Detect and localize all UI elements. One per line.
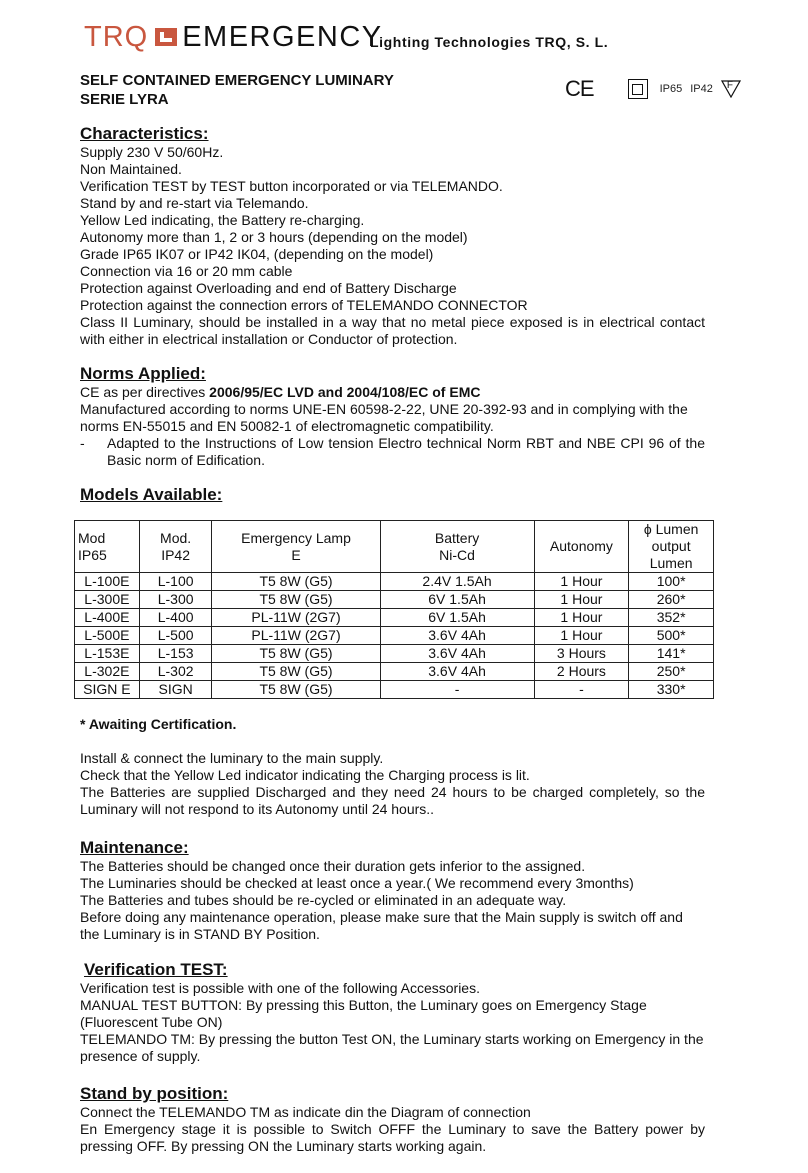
column-header-text: Battery Ni-Cd — [434, 529, 480, 563]
table-row — [75, 591, 714, 609]
char-line: Protection against Overloading and end of Battery Discharge — [80, 280, 457, 296]
maintenance-line: The Luminaries should be checked at least once a year.( We recommend every 3months) — [80, 875, 634, 891]
table-cell: T5 8W (G5) — [212, 645, 380, 663]
characteristics-heading: Characteristics: — [80, 124, 209, 143]
char-line: Verification TEST by TEST button incorporated or via TELEMANDO. — [80, 178, 503, 194]
table-cell: 100* — [629, 573, 714, 591]
install-line-2: Check that the Yellow Led indicator indicating the Charging process is lit. — [80, 767, 530, 783]
verification-section — [80, 960, 705, 1065]
table-cell: L-300E — [75, 591, 140, 609]
table-row — [75, 645, 714, 663]
table-cell: T5 8W (G5) — [212, 681, 380, 699]
install-section — [80, 750, 705, 818]
table-cell: - — [380, 681, 534, 699]
table-cell: 3.6V 4Ah — [380, 627, 534, 645]
table-cell: L-300 — [139, 591, 212, 609]
table-cell: 260* — [629, 591, 714, 609]
table-cell: L-302E — [75, 663, 140, 681]
table-cell: L-153 — [139, 645, 212, 663]
table-row — [75, 627, 714, 645]
char-line: Non Maintained. — [80, 161, 182, 177]
maintenance-section — [80, 838, 705, 943]
f-mark-icon: F — [721, 80, 741, 98]
table-cell: T5 8W (G5) — [212, 591, 380, 609]
logo-mark-icon — [155, 26, 177, 48]
standby-line-1: Connect the TELEMANDO TM as indicate din the Diagram of connection — [80, 1104, 531, 1120]
table-cell: 1 Hour — [534, 573, 629, 591]
models-heading: Models Available: — [80, 485, 223, 504]
norms-bullet — [80, 435, 705, 469]
column-header-text: Mod. IP42 — [160, 529, 192, 563]
maintenance-line: The Batteries and tubes should be re-cycled or eliminated in an adequate way. — [80, 892, 567, 908]
class-ii-paragraph: Class II Luminary, should be installed in a way that no metal piece exposed is in electrical contact with either in electrical installation or Conductor of protection. — [80, 314, 705, 347]
col-header-battery — [380, 521, 534, 573]
company-name: Lighting Technologies TRQ, S. L. — [370, 34, 609, 50]
table-cell: 6V 1.5Ah — [380, 591, 534, 609]
table-row — [75, 573, 714, 591]
manufactured-paragraph: Manufactured according to norms UNE-EN 60598-2-22, UNE 20-392-93 and in complying with the norms EN-55015 and EN 50082-1 of electromagnetic compatibility. — [80, 401, 688, 434]
install-paragraph: The Batteries are supplied Discharged and they need 24 hours to be charged completely, so the Luminary will not respond to its Autonomy until 24 hours.. — [80, 784, 705, 817]
install-line-1: Install & connect the luminary to the main supply. — [80, 750, 384, 766]
table-cell: 1 Hour — [534, 627, 629, 645]
column-header-text: Mod IP65 — [78, 529, 107, 563]
table-cell: L-302 — [139, 663, 212, 681]
table-cell: 141* — [629, 645, 714, 663]
table-cell: 2.4V 1.5Ah — [380, 573, 534, 591]
standby-paragraph: En Emergency stage it is possible to Switch OFFF the Luminary to save the Battery power by pressing OFF. By pressing ON the Luminary starts working again. — [80, 1121, 705, 1154]
manual-test-paragraph: MANUAL TEST BUTTON: By pressing this Button, the Luminary goes on Emergency Stage (Fluorescent Tube ON) — [80, 997, 647, 1030]
table-cell: SIGN E — [75, 681, 140, 699]
characteristics-section — [80, 124, 705, 348]
document-title — [80, 71, 394, 109]
char-line: Grade IP65 IK07 or IP42 IK04, (depending on the model) — [80, 246, 434, 262]
table-cell: T5 8W (G5) — [212, 573, 380, 591]
table-header-row — [75, 521, 714, 573]
verification-line-1: Verification test is possible with one of the following Accessories. — [80, 980, 480, 996]
table-cell: L-400 — [139, 609, 212, 627]
char-line: Protection against the connection errors of TELEMANDO CONNECTOR — [80, 297, 528, 313]
col-header-mod-ip42 — [139, 521, 212, 573]
table-cell: PL-11W (2G7) — [212, 627, 380, 645]
ce-directives-bold: 2006/95/EC LVD and 2004/108/EC of EMC — [209, 384, 481, 400]
title-line-2: SERIE LYRA — [80, 91, 169, 108]
ip65-label: IP65 — [659, 83, 683, 95]
table-cell: L-100 — [139, 573, 212, 591]
column-header-text: Emergency Lamp E — [241, 529, 351, 563]
table-cell: 330* — [629, 681, 714, 699]
table-cell: L-153E — [75, 645, 140, 663]
ip42-label: IP42 — [690, 83, 713, 95]
char-line: Yellow Led indicating, the Battery re-charging. — [80, 212, 365, 228]
standby-heading: Stand by position: — [80, 1084, 229, 1103]
models-section — [80, 485, 705, 505]
table-cell: 1 Hour — [534, 591, 629, 609]
logo-trq-text: TRQ — [84, 20, 149, 53]
class-ii-icon — [628, 79, 648, 99]
footnote-section — [80, 716, 705, 733]
title-line-1: SELF CONTAINED EMERGENCY LUMINARY — [80, 72, 394, 89]
col-header-autonomy — [534, 521, 629, 573]
table-cell: SIGN — [139, 681, 212, 699]
logo-emergency-text: EMERGENCY — [182, 20, 383, 53]
maintenance-heading: Maintenance: — [80, 838, 189, 857]
company-logo — [84, 20, 383, 54]
norms-heading: Norms Applied: — [80, 364, 206, 383]
table-cell: L-100E — [75, 573, 140, 591]
col-header-lumen — [629, 521, 714, 573]
models-table — [74, 520, 714, 699]
standby-section — [80, 1084, 705, 1155]
table-row — [75, 663, 714, 681]
table-cell: 500* — [629, 627, 714, 645]
col-header-mod-ip65 — [75, 521, 140, 573]
table-cell: 2 Hours — [534, 663, 629, 681]
table-cell: 250* — [629, 663, 714, 681]
table-cell: 6V 1.5Ah — [380, 609, 534, 627]
table-cell: T5 8W (G5) — [212, 663, 380, 681]
norms-section — [80, 364, 705, 469]
column-header-text: Autonomy — [549, 538, 613, 554]
char-line: Connection via 16 or 20 mm cable — [80, 263, 293, 279]
table-cell: 352* — [629, 609, 714, 627]
bullet-text: Adapted to the Instructions of Low tension Electro technical Norm RBT and NBE CPI 96 of the Basic norm of Edification. — [107, 435, 705, 468]
table-cell: 3.6V 4Ah — [380, 663, 534, 681]
table-cell: L-400E — [75, 609, 140, 627]
table-cell: L-500E — [75, 627, 140, 645]
table-cell: L-500 — [139, 627, 212, 645]
char-line: Autonomy more than 1, 2 or 3 hours (depending on the model) — [80, 229, 468, 245]
models-table-body — [75, 573, 714, 699]
certification-marks — [565, 76, 741, 102]
col-header-lamp — [212, 521, 380, 573]
bullet-dash: - — [80, 435, 85, 451]
table-cell: - — [534, 681, 629, 699]
ce-directives: CE as per directives 2006/95/EC LVD and 2004/108/EC of EMC — [80, 384, 481, 400]
telemando-paragraph: TELEMANDO TM: By pressing the button Test ON, the Luminary starts working on Emergency in the presence of supply. — [80, 1031, 704, 1064]
column-header-text: ϕ Lumen output Lumen — [643, 521, 699, 571]
awaiting-certification-note: * Awaiting Certification. — [80, 716, 237, 732]
maintenance-paragraph: Before doing any maintenance operation, please make sure that the Main supply is switch off and the Luminary is in STAND BY Position. — [80, 909, 683, 942]
table-cell: 3.6V 4Ah — [380, 645, 534, 663]
maintenance-line: The Batteries should be changed once their duration gets inferior to the assigned. — [80, 858, 586, 874]
char-line: Stand by and re-start via Telemando. — [80, 195, 309, 211]
ce-mark-icon: CE — [565, 76, 594, 101]
table-cell: 3 Hours — [534, 645, 629, 663]
table-row — [75, 609, 714, 627]
verification-heading: Verification TEST: — [84, 960, 228, 979]
table-cell: PL-11W (2G7) — [212, 609, 380, 627]
table-row — [75, 681, 714, 699]
char-line: Supply 230 V 50/60Hz. — [80, 144, 224, 160]
table-cell: 1 Hour — [534, 609, 629, 627]
